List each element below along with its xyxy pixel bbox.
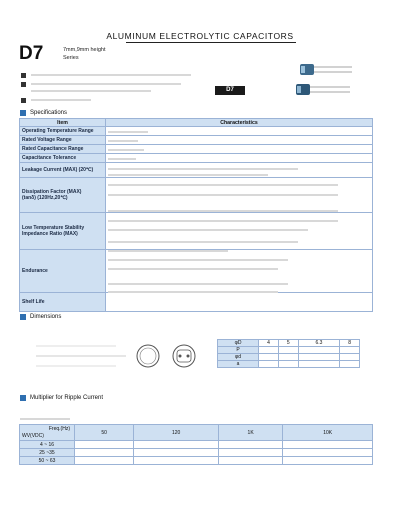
row-label: Endurance bbox=[20, 250, 106, 293]
specifications-heading: Specifications bbox=[20, 110, 67, 116]
row-value bbox=[106, 213, 373, 250]
row-label: Shelf Life bbox=[20, 293, 106, 312]
wv-row-label: 4 ~ 16 bbox=[20, 441, 75, 449]
row-label: Low Temperature Stability Impedance Ratio (MAX) bbox=[20, 213, 106, 250]
wv-row-label: 50 ~ 63 bbox=[20, 457, 75, 465]
series-code: D7 bbox=[19, 43, 44, 64]
section-square-icon bbox=[20, 395, 26, 401]
wv-row-label: 25 ~35 bbox=[20, 449, 75, 457]
document-title: ALUMINUM ELECTROLYTIC CAPACITORS bbox=[106, 31, 294, 41]
ripple-corner: Freq.(Hz) WV(VDC) bbox=[20, 425, 75, 441]
row-label: Rated Capacitance Range bbox=[20, 145, 106, 154]
ripple-table bbox=[19, 424, 373, 465]
feature-text-line bbox=[31, 99, 91, 101]
ripple-heading: Multiplier for Ripple Current bbox=[20, 395, 103, 401]
capacitor-photo bbox=[292, 60, 356, 102]
col-item: Item bbox=[20, 119, 106, 127]
feature-bullet bbox=[21, 82, 26, 87]
row-value bbox=[106, 136, 373, 145]
series-badge: D7 bbox=[215, 86, 245, 95]
series-subtitle bbox=[63, 46, 106, 62]
freq-header: 10K bbox=[283, 425, 373, 441]
freq-header: 50 bbox=[75, 425, 134, 441]
feature-bullet bbox=[21, 98, 26, 103]
row-value bbox=[106, 293, 373, 312]
row-value bbox=[106, 250, 373, 293]
height-note: 7mm,9mm height bbox=[63, 47, 106, 53]
feature-bullet bbox=[21, 73, 26, 78]
row-value bbox=[106, 145, 373, 154]
freq-header: 120 bbox=[134, 425, 219, 441]
row-label: Operating Temperature Range bbox=[20, 127, 106, 136]
row-label: Rated Voltage Range bbox=[20, 136, 106, 145]
row-label: Capacitance Tolerance bbox=[20, 154, 106, 163]
row-label: Dissipation Factor (MAX) (tanδ) (120Hz,20℃) bbox=[20, 178, 106, 213]
section-square-icon bbox=[20, 314, 26, 320]
feature-text-line bbox=[31, 74, 191, 76]
dimension-drawing bbox=[26, 338, 206, 374]
feature-text-line bbox=[31, 83, 181, 85]
dimensions-heading: Dimensions bbox=[20, 314, 61, 320]
dimensions-table: φD 4 5 6.3 8 P φd a bbox=[217, 339, 360, 368]
title-underline bbox=[126, 42, 296, 43]
series-word: Series bbox=[63, 55, 79, 61]
row-label: Leakage Current (MAX) (20℃) bbox=[20, 163, 106, 178]
col-characteristics: Characteristics bbox=[106, 119, 373, 127]
freq-header: 1K bbox=[218, 425, 282, 441]
feature-text-line bbox=[31, 90, 151, 92]
section-square-icon bbox=[20, 110, 26, 116]
row-value bbox=[106, 154, 373, 163]
